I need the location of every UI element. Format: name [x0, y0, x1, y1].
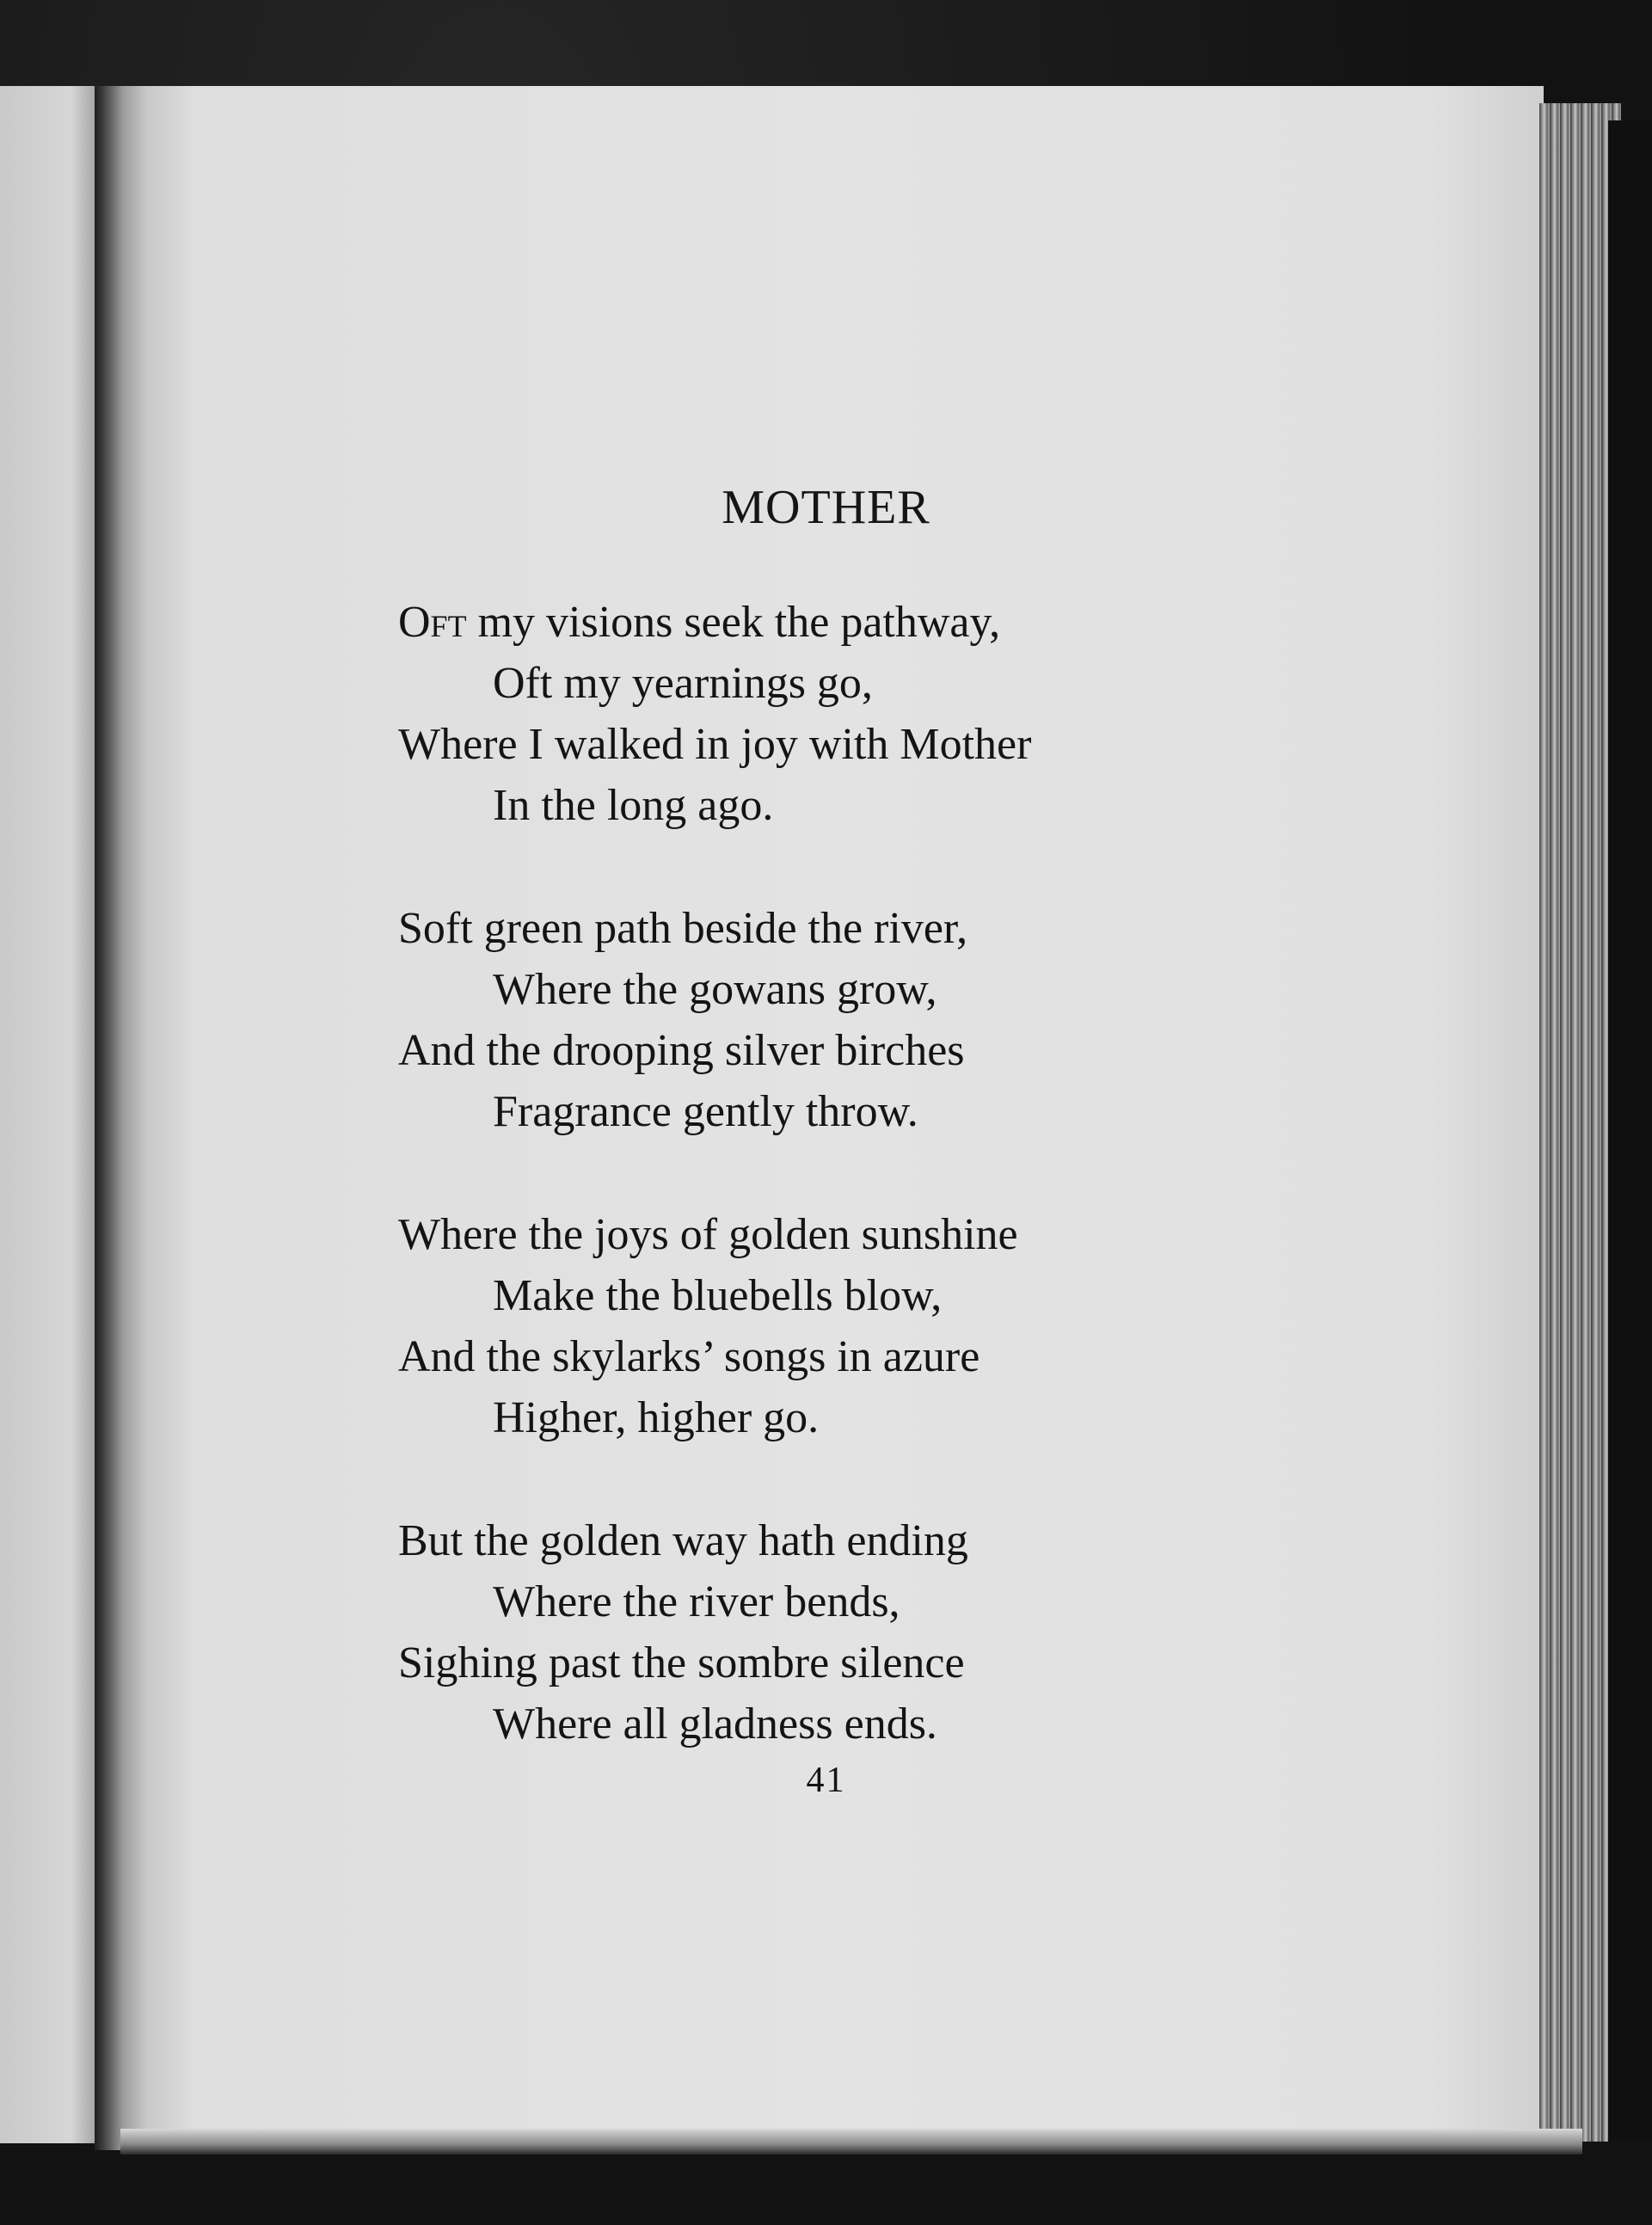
poem-line: And the drooping silver birches	[398, 1026, 965, 1075]
poem-line: Higher, higher go.	[493, 1393, 820, 1442]
stanza-gap	[398, 1142, 1258, 1204]
stanza-gap	[398, 1448, 1258, 1510]
poem-line	[398, 592, 1258, 653]
stanza-4	[398, 1510, 1258, 1755]
spine-gutter-shadow	[95, 86, 189, 2150]
page-bottom-edge	[120, 2129, 1582, 2154]
stanza-2	[398, 898, 1258, 1142]
poem-title: MOTHER	[722, 481, 930, 534]
poem-line: Where I walked in joy with Mother	[398, 720, 1032, 769]
poem-line: But the golden way hath ending	[398, 1516, 968, 1565]
poem-line: Where the river bends,	[493, 1577, 900, 1626]
poem-line-text: my visions seek the pathway,	[466, 598, 1001, 647]
scan-right-border	[1608, 120, 1652, 2142]
drop-word: Oft	[398, 598, 467, 647]
poem-line: Fragrance gently throw.	[493, 1087, 918, 1136]
poem-line: In the long ago.	[493, 781, 774, 830]
poem-line: Soft green path beside the river,	[398, 904, 968, 953]
stanza-1	[398, 592, 1258, 836]
poem-line: Where all gladness ends.	[493, 1699, 937, 1749]
stanza-gap	[398, 836, 1258, 898]
poem-line: Where the gowans grow,	[493, 965, 937, 1014]
poem-body	[398, 592, 1258, 1755]
poem-line: Sighing past the sombre silence	[398, 1638, 965, 1687]
previous-page-edge	[0, 86, 101, 2143]
poem-line: Make the bluebells blow,	[493, 1271, 943, 1320]
poem-line: Oft my yearnings go,	[493, 659, 873, 708]
page-number: 41	[806, 1761, 846, 1800]
poem-line: Where the joys of golden sunshine	[398, 1210, 1018, 1259]
stanza-3	[398, 1204, 1258, 1448]
poem-line: And the skylarks’ songs in azure	[398, 1332, 980, 1381]
